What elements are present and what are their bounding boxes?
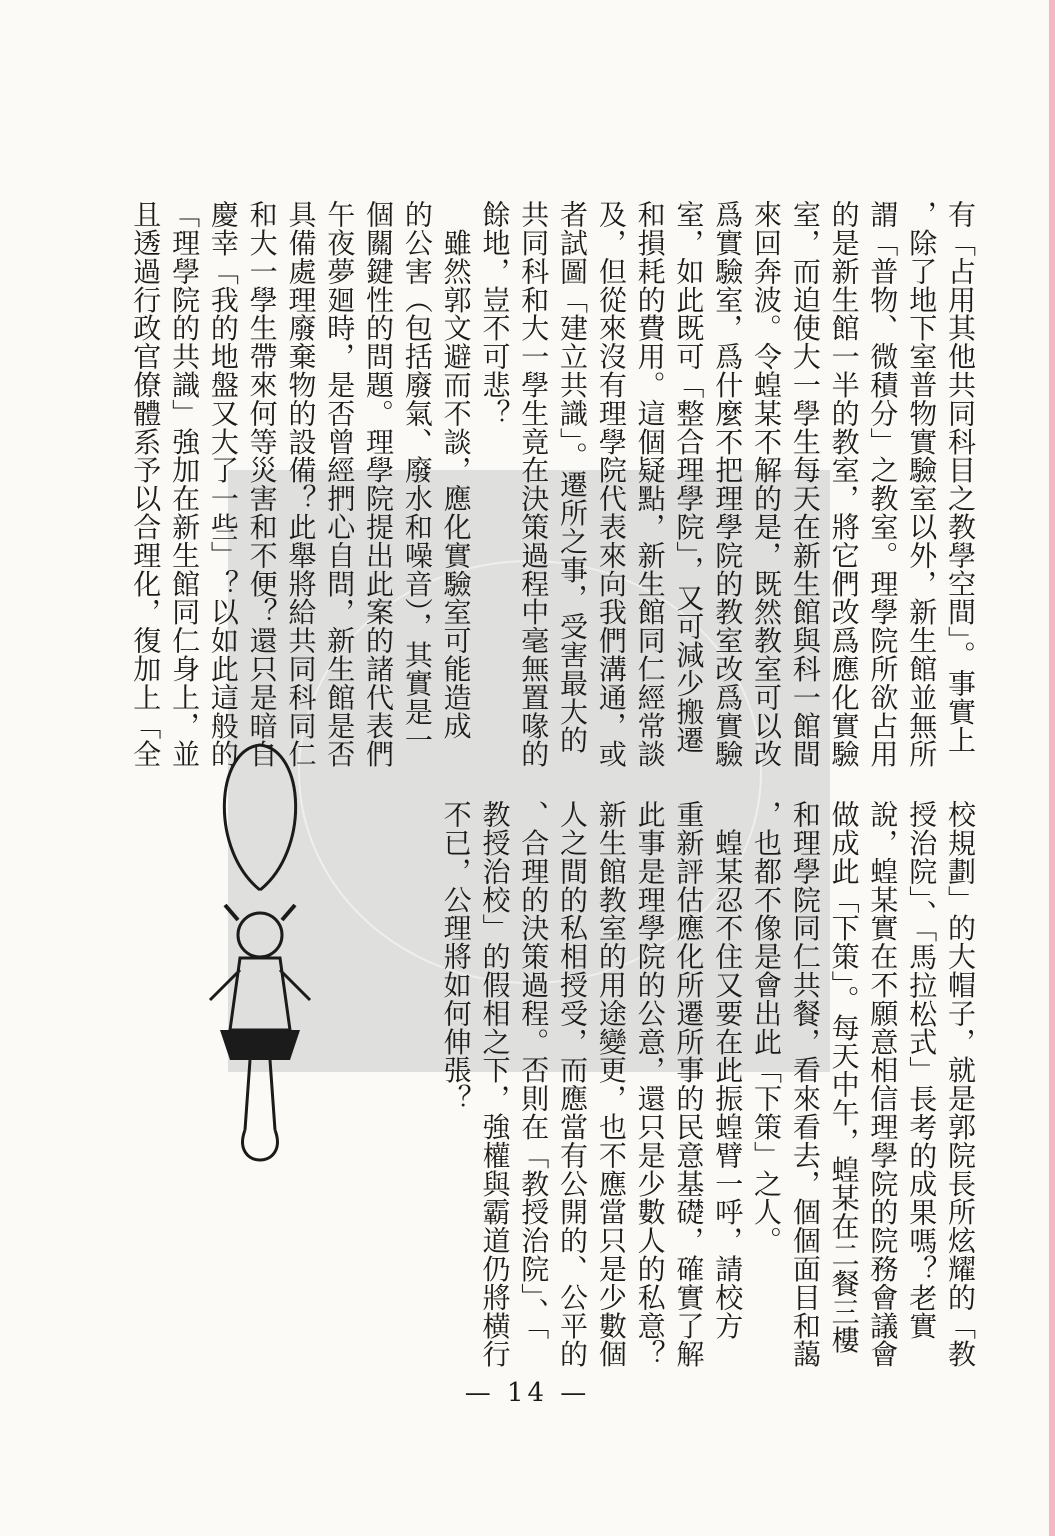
page-number: — 14 — — [464, 1378, 591, 1408]
lower-column-9: 此事是理學院的公意，還只是少數人的私意？ — [633, 800, 667, 1368]
lower-column-4: 做成此「下策」。每天中午，蝗某在二餐三樓 — [827, 800, 861, 1354]
upper-column-13: 餘地，豈不可悲？ — [478, 200, 512, 428]
lower-column-13: 教授治校」的假相之下，強權與霸道仍將横行 — [478, 800, 512, 1368]
upper-column-14: 雖然郭文避而不談，應化實驗室可能造成 — [439, 200, 473, 740]
upper-column-10: 及，但從來沒有理學院代表來向我們溝通，或 — [594, 200, 628, 768]
upper-column-1: 有「占用其他共同科目之教學空間」。事實上 — [944, 200, 977, 754]
upper-column-19: 和大一學生帶來何等災害和不便？還只是暗自 — [245, 200, 279, 768]
upper-column-15: 的公害（包括廢氣、廢水和噪音），其實是一 — [400, 200, 434, 754]
upper-column-5: 室，而迫使大一學生每天在新生館與科一館間 — [788, 200, 822, 768]
upper-column-8: 室，如此既可「整合理學院」，又可減少搬遷 — [672, 200, 706, 754]
upper-column-20: 慶幸「我的地盤又大了一些」？以如此這般的 — [206, 200, 240, 768]
lower-column-14: 不已，公理將如何伸張？ — [439, 800, 473, 1113]
upper-column-2: ，除了地下室普物實驗室以外，新生館並無所 — [905, 200, 939, 768]
lower-column-3: 說，蝗某實在不願意相信理學院的院務會議會 — [866, 800, 900, 1368]
lower-column-7: 蝗某忍不住又要在此振蝗臂一呼，請校方 — [711, 800, 745, 1340]
upper-column-9: 和損耗的費用。這個疑點，新生館同仁經常談 — [633, 200, 667, 768]
upper-text-block — [125, 200, 979, 790]
upper-column-7: 爲實驗室，爲什麼不把理學院的教室改爲實驗 — [711, 200, 745, 768]
lower-column-6: ，也都不像是會出此「下策」之人。 — [750, 800, 784, 1255]
upper-column-16: 個關鍵性的問題。理學院提出此案的諸代表們 — [362, 200, 396, 768]
upper-column-11: 者試圖「建立共識」。遷所之事，受害最大的 — [556, 200, 590, 754]
upper-column-22: 且透過行政官僚體系予以合理化，復加上「全 — [129, 200, 163, 768]
lower-column-8: 重新評估應化所遷所事的民意基礎，確實了解 — [672, 800, 706, 1368]
lower-column-5: 和理學院同仁共餐，看來看去，個個面目和藹 — [788, 800, 822, 1368]
lower-column-2: 授治院」、「馬拉松式」長考的成果嗎？老實 — [905, 800, 939, 1340]
upper-column-17: 午夜夢廻時，是否曾經捫心自問，新生館是否 — [323, 200, 357, 768]
lower-column-12: 、合理的決策過程。否則在「教授治院」、「 — [517, 800, 551, 1340]
upper-column-3: 謂「普物、微積分」之教室。理學院所欲占用 — [866, 200, 900, 768]
upper-column-18: 具備處理廢棄物的設備？此舉將給共同科同仁 — [284, 200, 318, 768]
upper-column-21: 「理學院的共識」強加在新生館同仁身上，並 — [168, 200, 202, 768]
upper-column-12: 共同科和大一學生竟在決策過程中毫無置喙的 — [517, 200, 551, 768]
lower-column-11: 人之間的私相授受，而應當有公開的、公平的 — [556, 800, 590, 1368]
jump-rope-girl-illustration — [190, 730, 330, 1190]
page-edge-stripe — [1049, 0, 1055, 1536]
upper-column-6: 來回奔波。令蝗某不解的是，既然教室可以改 — [750, 200, 784, 768]
upper-column-4: 的是新生館一半的教室，將它們改爲應化實驗 — [827, 200, 861, 768]
lower-column-1: 校規劃」的大帽子，就是郭院長所炫耀的「教 — [944, 800, 977, 1368]
lower-column-10: 新生館教室的用途變更，也不應當只是少數個 — [594, 800, 628, 1368]
lower-text-block — [436, 800, 979, 1368]
